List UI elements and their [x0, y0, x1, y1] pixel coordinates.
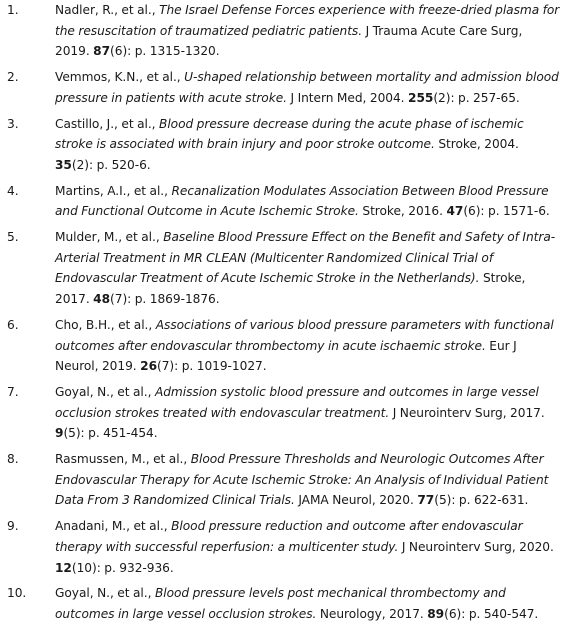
reference-pages: (6): p. 540-547. [444, 606, 539, 621]
reference-text [55, 315, 560, 377]
reference-text [55, 0, 560, 62]
reference-title: U-shaped relationship between mortality and admission blood pressure in patients with acute stroke. [55, 70, 559, 105]
reference-number: 10. [7, 586, 27, 601]
reference-item [0, 449, 568, 511]
reference-number: 5. [7, 230, 19, 245]
reference-authors: Castillo, J., et al., [55, 116, 160, 131]
reference-volume: 35 [55, 157, 72, 172]
reference-text [55, 449, 560, 511]
reference-item [0, 227, 568, 310]
reference-item [0, 114, 568, 176]
reference-volume: 48 [93, 292, 111, 307]
reference-pages: (2): p. 520-6. [71, 157, 151, 172]
reference-volume: 47 [446, 204, 464, 219]
reference-volume: 89 [427, 606, 445, 621]
reference-item [0, 583, 568, 624]
reference-title: The Israel Defense Forces experience with freeze-dried plasma for the resuscitation of traumatized pediatric patients. [55, 3, 560, 38]
reference-journal-year: J Neurointerv Surg, 2017. [389, 405, 545, 420]
reference-title: Blood pressure levels post mechanical thrombectomy and outcomes in large vessel occlusion strokes. [55, 586, 506, 621]
reference-pages: (7): p. 1019-1027. [157, 359, 267, 374]
reference-item [0, 181, 568, 222]
reference-text [55, 516, 560, 578]
reference-title: Blood Pressure Thresholds and Neurologic Outcomes After Endovascular Therapy for Acute Ischemic Stroke: An Analysis of Individual Patient Data From 3 Randomized Clinical Trials. [55, 452, 549, 508]
reference-authors: Vemmos, K.N., et al., [55, 70, 185, 85]
reference-volume: 9 [55, 426, 64, 441]
reference-title: Baseline Blood Pressure Effect on the Benefit and Safety of Intra-Arterial Treatment in MR CLEAN (Multicenter Randomized Clinical Trial of Endovascular Treatment of Acute Ischemic Stroke in the Netherlands). [55, 230, 556, 286]
reference-authors: Goyal, N., et al., [55, 384, 155, 399]
reference-number: 6. [7, 317, 19, 332]
reference-pages: (5): p. 622-631. [434, 493, 529, 508]
reference-text [55, 67, 560, 108]
reference-number: 1. [7, 3, 19, 17]
reference-number: 7. [7, 384, 19, 399]
reference-journal-year: Eur J Neurol, 2019. [55, 338, 517, 374]
reference-journal-year: Stroke, 2017. [55, 271, 526, 307]
reference-authors: Anadani, M., et al., [55, 519, 172, 534]
reference-text [55, 181, 560, 222]
reference-item [0, 67, 568, 108]
reference-authors: Nadler, R., et al., [55, 3, 160, 17]
reference-title: Blood pressure decrease during the acute phase of ischemic stroke is associated with brain injury and poor stroke outcome. [55, 116, 524, 152]
reference-title: Recanalization Modulates Association Between Blood Pressure and Functional Outcome in Acute Ischemic Stroke. [55, 183, 549, 219]
reference-volume: 77 [417, 493, 435, 508]
reference-text [55, 114, 560, 176]
reference-number: 4. [7, 183, 19, 198]
reference-pages: (6): p. 1315-1320. [110, 44, 220, 59]
reference-pages: (7): p. 1869-1876. [110, 292, 220, 307]
reference-authors: Rasmussen, M., et al., [55, 452, 191, 467]
reference-volume: 255 [408, 90, 434, 105]
reference-pages: (6): p. 1571-6. [463, 204, 550, 219]
reference-pages: (5): p. 451-454. [63, 426, 158, 441]
reference-item [0, 516, 568, 578]
reference-volume: 12 [55, 560, 72, 575]
reference-authors: Martins, A.I., et al., [55, 183, 172, 198]
reference-authors: Goyal, N., et al., [55, 586, 155, 601]
reference-item [0, 382, 568, 444]
reference-authors: Mulder, M., et al., [55, 230, 164, 245]
reference-pages: (10): p. 932-936. [71, 560, 174, 575]
reference-journal-year: Stroke, 2004. [434, 137, 519, 152]
reference-text [55, 583, 560, 624]
reference-journal-year: J Trauma Acute Care Surg, 2019. [55, 23, 523, 59]
reference-number: 8. [7, 452, 19, 467]
reference-authors: Cho, B.H., et al., [55, 317, 156, 332]
reference-item [0, 0, 568, 62]
reference-pages: (2): p. 257-65. [433, 90, 520, 105]
reference-number: 2. [7, 70, 19, 85]
reference-journal-year: Stroke, 2016. [358, 204, 447, 219]
reference-number: 3. [7, 116, 19, 131]
reference-number: 9. [7, 519, 19, 534]
reference-title: Associations of various blood pressure parameters with functional outcomes after endovascular thrombectomy in acute ischaemic stroke. [55, 317, 554, 353]
reference-journal-year: J Neurointerv Surg, 2020. [398, 539, 554, 554]
reference-volume: 87 [93, 44, 111, 59]
reference-journal-year: J Intern Med, 2004. [286, 90, 409, 105]
reference-journal-year: Neurology, 2017. [316, 606, 428, 621]
reference-text [55, 227, 560, 310]
reference-item [0, 315, 568, 377]
reference-title: Blood pressure reduction and outcome after endovascular therapy with successful reperfusion: a multicenter study. [55, 519, 523, 554]
reference-volume: 26 [140, 359, 158, 374]
reference-title: Admission systolic blood pressure and outcomes in large vessel occlusion strokes treated with endovascular treatment. [55, 384, 539, 420]
reference-text [55, 382, 560, 444]
reference-journal-year: JAMA Neurol, 2020. [294, 493, 418, 508]
